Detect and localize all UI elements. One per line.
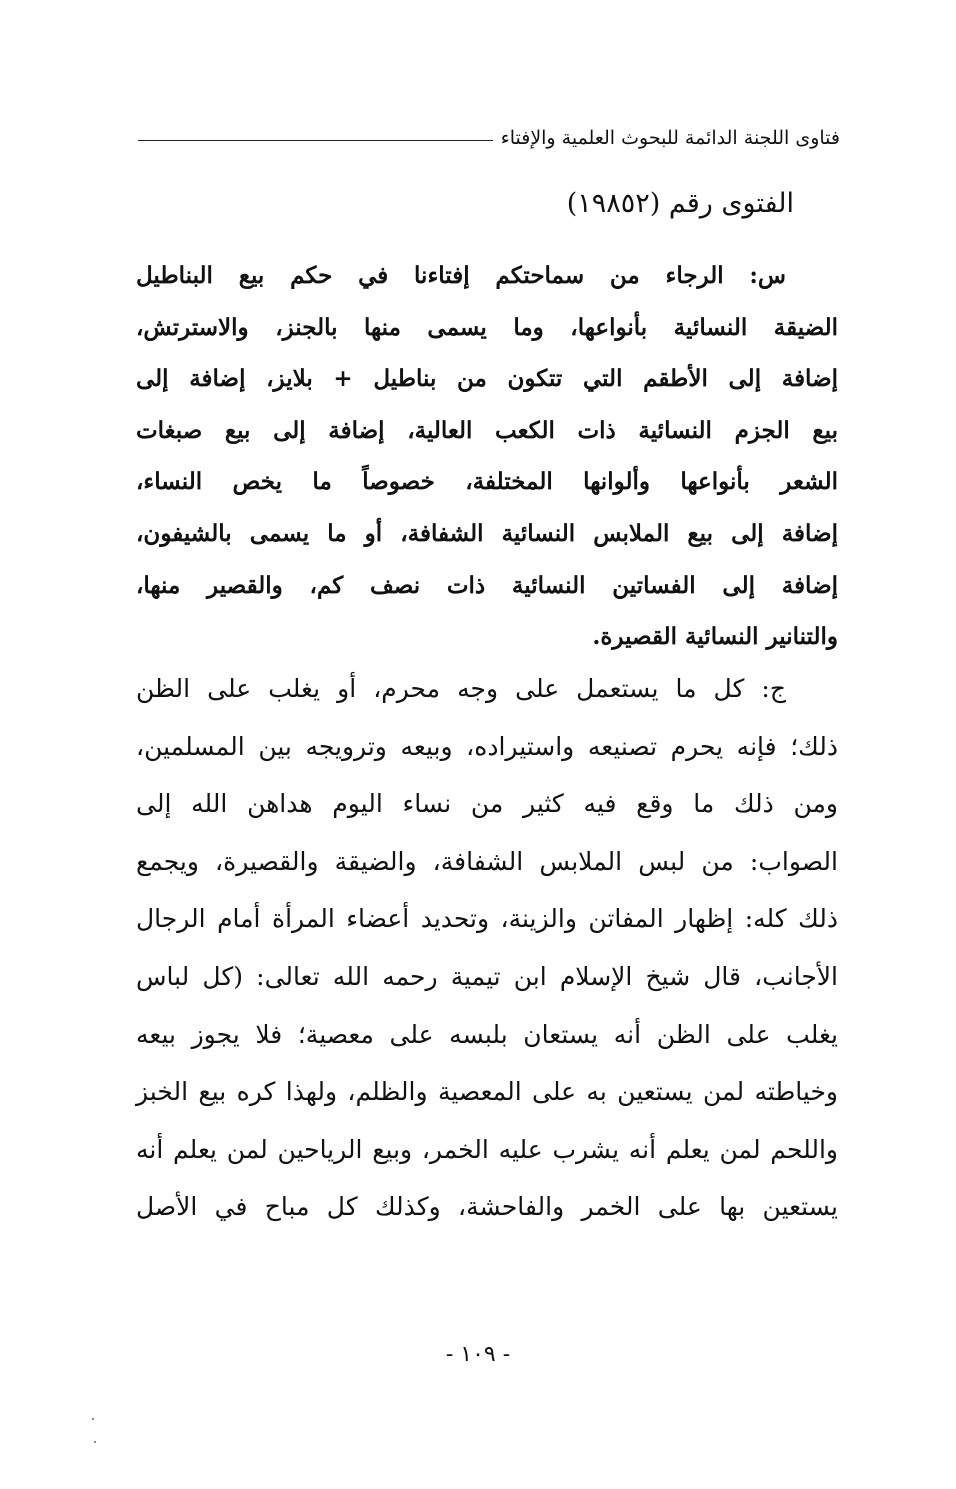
answer-line: ومن ذلك ما وقع فيه كثير من نساء اليوم هداهن الله إلى — [136, 789, 838, 819]
scan-speck — [94, 1441, 96, 1443]
question-line: الضيقة النسائية بأنواعها، وما يسمى منها بالجنز، والاسترتش، — [136, 313, 838, 341]
answer-line: ج: كل ما يستعمل على وجه محرم، أو يغلب على الظن — [136, 674, 786, 703]
answer-line: ذلك؛ فإنه يحرم تصنيعه واستيراده، وبيعه وترويجه بين المسلمين، — [136, 731, 838, 761]
question-line: والتنانير النسائية القصيرة. — [592, 623, 838, 651]
question-block — [136, 250, 838, 663]
header-rule — [138, 140, 493, 141]
question-line: بيع الجزم النسائية ذات الكعب العالية، إضافة إلى بيع صبغات — [136, 416, 838, 444]
answer-line: وخياطته لمن يستعين به على المعصية والظلم، ولهذا كره بيع الخبز — [136, 1077, 838, 1107]
answer-line: الصواب: من لبس الملابس الشفافة، والضيقة والقصيرة، ويجمع — [136, 846, 838, 876]
answer-line: الأجانب، قال شيخ الإسلام ابن تيمية رحمه الله تعالى: (كل لباس — [136, 961, 838, 991]
running-header — [138, 118, 840, 158]
header-title: فتاوى اللجنة الدائمة للبحوث العلمية والإفتاء — [500, 127, 840, 149]
question-line: الشعر بأنواعها وألوانها المختلفة، خصوصاً ما يخص النساء، — [136, 468, 838, 496]
answer-line: يستعين بها على الخمر والفاحشة، وكذلك كل مباح في الأصل — [136, 1192, 838, 1222]
page-number: - ١٠٩ - — [445, 1342, 511, 1367]
fatwa-number: الفتوى رقم (١٩٨٥٢) — [566, 188, 794, 219]
scan-speck — [92, 1418, 94, 1420]
question-line: إضافة إلى بيع الملابس النسائية الشفافة، أو ما يسمى بالشيفون، — [136, 519, 838, 547]
answer-block — [136, 660, 838, 1236]
answer-line: يغلب على الظن أنه يستعان بلبسه على معصية؛ فلا يجوز بيعه — [136, 1019, 838, 1049]
answer-line: واللحم لمن يعلم أنه يشرب عليه الخمر، وبيع الرياحين لمن يعلم أنه — [136, 1134, 838, 1164]
question-line: س: الرجاء من سماحتكم إفتاءنا في حكم بيع البناطيل — [136, 262, 786, 289]
answer-line: ذلك كله: إظهار المفاتن والزينة، وتحديد أعضاء المرأة أمام الرجال — [136, 904, 838, 934]
question-line: إضافة إلى الأطقم التي تتكون من بناطيل + بلايز، إضافة إلى — [136, 365, 838, 393]
question-line: إضافة إلى الفساتين النسائية ذات نصف كم، والقصير منها، — [136, 571, 838, 599]
